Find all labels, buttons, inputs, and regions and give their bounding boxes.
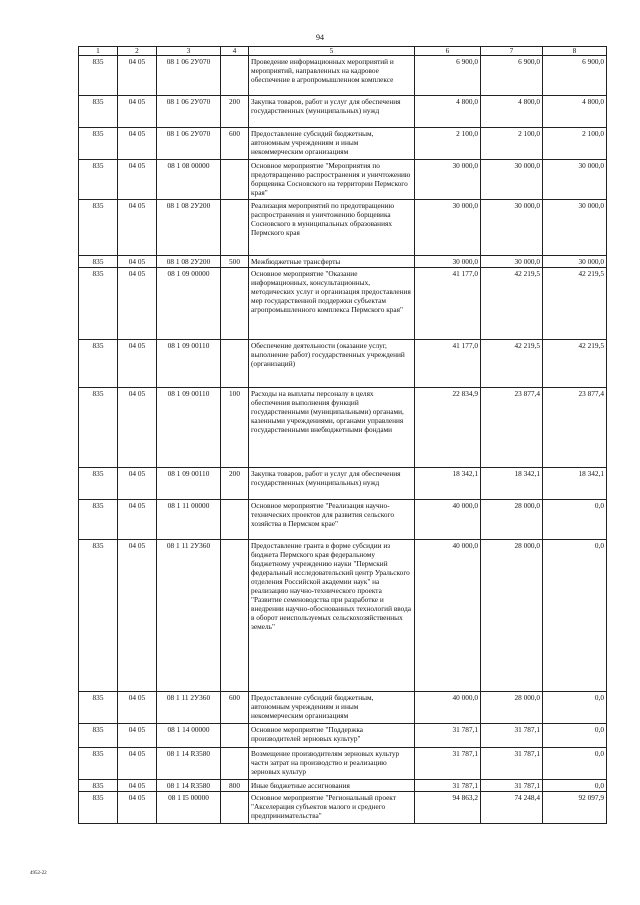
amount-year1-cell: 40 000,0 <box>415 500 481 540</box>
amount-year1-cell: 41 177,0 <box>415 268 481 340</box>
amount-year3-cell: 18 342,1 <box>543 468 607 500</box>
amount-year2-cell: 30 000,0 <box>481 256 543 268</box>
amount-year3-cell: 0,0 <box>543 540 607 692</box>
amount-year2-cell: 4 800,0 <box>481 96 543 128</box>
description-cell: Проведение информационных мероприятий и мероприятий, направленных на кадровое обеспечение в агропромышленном комплексе <box>249 56 415 96</box>
section-code-cell: 04 05 <box>118 256 157 268</box>
chapter-code-cell: 835 <box>79 468 118 500</box>
target-article-cell: 08 1 06 2У070 <box>157 96 221 128</box>
target-article-cell: 08 1 11 00000 <box>157 500 221 540</box>
expense-type-cell <box>221 792 249 824</box>
chapter-code-cell: 835 <box>79 200 118 256</box>
table-row <box>79 96 607 128</box>
amount-year3-cell: 23 877,4 <box>543 388 607 468</box>
amount-year3-cell: 0,0 <box>543 500 607 540</box>
amount-year3-cell: 2 100,0 <box>543 128 607 160</box>
target-article-cell: 08 1 06 2У070 <box>157 128 221 160</box>
chapter-code-cell: 835 <box>79 268 118 340</box>
section-code-cell: 04 05 <box>118 780 157 792</box>
target-article-cell: 08 1 09 00110 <box>157 340 221 388</box>
amount-year1-cell: 30 000,0 <box>415 160 481 200</box>
expense-type-cell: 600 <box>221 128 249 160</box>
chapter-code-cell: 835 <box>79 748 118 780</box>
target-article-cell: 08 1 14 R3580 <box>157 780 221 792</box>
expense-type-cell <box>221 200 249 256</box>
chapter-code-cell: 835 <box>79 500 118 540</box>
amount-year3-cell: 0,0 <box>543 692 607 724</box>
budget-table <box>78 46 607 824</box>
amount-year3-cell: 4 800,0 <box>543 96 607 128</box>
description-cell: Иные бюджетные ассигнования <box>249 780 415 792</box>
amount-year2-cell: 31 787,1 <box>481 780 543 792</box>
table-row <box>79 692 607 724</box>
amount-year2-cell: 23 877,4 <box>481 388 543 468</box>
amount-year1-cell: 31 787,1 <box>415 780 481 792</box>
amount-year2-cell: 31 787,1 <box>481 748 543 780</box>
target-article-cell: 08 1 11 2У360 <box>157 540 221 692</box>
header-cell: 8 <box>543 47 607 56</box>
amount-year3-cell: 0,0 <box>543 780 607 792</box>
chapter-code-cell: 835 <box>79 792 118 824</box>
target-article-cell: 08 1 08 2У200 <box>157 256 221 268</box>
target-article-cell: 08 1 14 R3580 <box>157 748 221 780</box>
table-row <box>79 724 607 748</box>
amount-year1-cell: 94 863,2 <box>415 792 481 824</box>
section-code-cell: 04 05 <box>118 692 157 724</box>
description-cell: Основное мероприятие "Региональный проект "Акселерация субъектов малого и среднего предпринимательства" <box>249 792 415 824</box>
target-article-cell: 08 1 08 00000 <box>157 160 221 200</box>
table-row <box>79 256 607 268</box>
target-article-cell: 08 1 09 00110 <box>157 388 221 468</box>
table-row <box>79 792 607 824</box>
table-row <box>79 468 607 500</box>
amount-year3-cell: 30 000,0 <box>543 256 607 268</box>
amount-year3-cell: 6 900,0 <box>543 56 607 96</box>
header-cell: 2 <box>118 47 157 56</box>
target-article-cell: 08 1 11 2У360 <box>157 692 221 724</box>
amount-year2-cell: 30 000,0 <box>481 200 543 256</box>
amount-year3-cell: 42 219,5 <box>543 268 607 340</box>
header-cell: 5 <box>249 47 415 56</box>
table-row <box>79 340 607 388</box>
description-cell: Предоставление субсидий бюджетным, автономным учреждениям и иным некоммерческим организациям <box>249 128 415 160</box>
description-cell: Предоставление гранта в форме субсидии из бюджета Пермского края федеральному бюджетному учреждению науки "Пермский федеральный исследовательский центр Уральского отделения Российской академии наук" на реализацию научно-технического проекта "Развитие семеноводства при разработке и внедрении научно-обоснованных технологий ввода в оборот неиспользуемых сельскохозяйственных земель" <box>249 540 415 692</box>
chapter-code-cell: 835 <box>79 340 118 388</box>
amount-year1-cell: 30 000,0 <box>415 256 481 268</box>
chapter-code-cell: 835 <box>79 56 118 96</box>
amount-year2-cell: 6 900,0 <box>481 56 543 96</box>
amount-year3-cell: 30 000,0 <box>543 200 607 256</box>
description-cell: Возмещение производителям зерновых культур части затрат на производство и реализацию зерновых культур <box>249 748 415 780</box>
table-header-row <box>79 47 607 56</box>
amount-year1-cell: 2 100,0 <box>415 128 481 160</box>
target-article-cell: 08 1 I5 00000 <box>157 792 221 824</box>
section-code-cell: 04 05 <box>118 792 157 824</box>
amount-year2-cell: 28 000,0 <box>481 540 543 692</box>
header-cell: 3 <box>157 47 221 56</box>
section-code-cell: 04 05 <box>118 748 157 780</box>
description-cell: Основное мероприятие "Оказание информационных, консультационных, методических услуг и организация предоставления мер государственной поддержки субъектам агропромышленного комплекса Пермского края" <box>249 268 415 340</box>
table-row <box>79 500 607 540</box>
chapter-code-cell: 835 <box>79 780 118 792</box>
description-cell: Межбюджетные трансферты <box>249 256 415 268</box>
amount-year1-cell: 4 800,0 <box>415 96 481 128</box>
section-code-cell: 04 05 <box>118 268 157 340</box>
expense-type-cell <box>221 500 249 540</box>
amount-year2-cell: 18 342,1 <box>481 468 543 500</box>
amount-year2-cell: 30 000,0 <box>481 160 543 200</box>
expense-type-cell <box>221 724 249 748</box>
description-cell: Основное мероприятие "Поддержка производителей зерновых культур" <box>249 724 415 748</box>
header-cell: 1 <box>79 47 118 56</box>
target-article-cell: 08 1 09 00000 <box>157 268 221 340</box>
amount-year3-cell: 30 000,0 <box>543 160 607 200</box>
section-code-cell: 04 05 <box>118 160 157 200</box>
expense-type-cell <box>221 56 249 96</box>
amount-year1-cell: 31 787,1 <box>415 748 481 780</box>
table-row <box>79 56 607 96</box>
table-row <box>79 200 607 256</box>
description-cell: Реализация мероприятий по предотвращению распространения и уничтожению борщевика Сосновского в муниципальных образованиях Пермского края <box>249 200 415 256</box>
amount-year2-cell: 28 000,0 <box>481 692 543 724</box>
table-row <box>79 128 607 160</box>
amount-year2-cell: 42 219,5 <box>481 340 543 388</box>
description-cell: Закупка товаров, работ и услуг для обеспечения государственных (муниципальных) нужд <box>249 468 415 500</box>
amount-year1-cell: 41 177,0 <box>415 340 481 388</box>
expense-type-cell: 100 <box>221 388 249 468</box>
expense-type-cell <box>221 748 249 780</box>
description-cell: Основное мероприятие "Мероприятия по предотвращению распространения и уничтожению борщевика Сосновского на территории Пермского края" <box>249 160 415 200</box>
amount-year3-cell: 0,0 <box>543 748 607 780</box>
section-code-cell: 04 05 <box>118 96 157 128</box>
table-row <box>79 268 607 340</box>
header-cell: 7 <box>481 47 543 56</box>
section-code-cell: 04 05 <box>118 56 157 96</box>
chapter-code-cell: 835 <box>79 540 118 692</box>
page-number: 94 <box>316 33 324 42</box>
table-row <box>79 388 607 468</box>
description-cell: Закупка товаров, работ и услуг для обеспечения государственных (муниципальных) нужд <box>249 96 415 128</box>
table-row <box>79 780 607 792</box>
amount-year1-cell: 40 000,0 <box>415 540 481 692</box>
amount-year1-cell: 31 787,1 <box>415 724 481 748</box>
target-article-cell: 08 1 06 2У070 <box>157 56 221 96</box>
chapter-code-cell: 835 <box>79 256 118 268</box>
amount-year2-cell: 74 248,4 <box>481 792 543 824</box>
chapter-code-cell: 835 <box>79 160 118 200</box>
expense-type-cell: 200 <box>221 96 249 128</box>
expense-type-cell: 500 <box>221 256 249 268</box>
amount-year2-cell: 28 000,0 <box>481 500 543 540</box>
document-code: 4952-22 <box>30 871 47 876</box>
expense-type-cell <box>221 340 249 388</box>
description-cell: Расходы на выплаты персоналу в целях обеспечения выполнения функций государственными (муниципальными) органами, казенными учреждениями, органами управления государственными внебюджетными фондами <box>249 388 415 468</box>
chapter-code-cell: 835 <box>79 724 118 748</box>
description-cell: Обеспечение деятельности (оказание услуг, выполнение работ) государственных учреждений (организаций) <box>249 340 415 388</box>
expense-type-cell: 600 <box>221 692 249 724</box>
chapter-code-cell: 835 <box>79 692 118 724</box>
description-cell: Предоставление субсидий бюджетным, автономным учреждениям и иным некоммерческим организациям <box>249 692 415 724</box>
section-code-cell: 04 05 <box>118 468 157 500</box>
chapter-code-cell: 835 <box>79 96 118 128</box>
expense-type-cell <box>221 160 249 200</box>
section-code-cell: 04 05 <box>118 540 157 692</box>
section-code-cell: 04 05 <box>118 128 157 160</box>
target-article-cell: 08 1 09 00110 <box>157 468 221 500</box>
section-code-cell: 04 05 <box>118 500 157 540</box>
amount-year3-cell: 92 097,9 <box>543 792 607 824</box>
expense-type-cell: 200 <box>221 468 249 500</box>
target-article-cell: 08 1 14 00000 <box>157 724 221 748</box>
header-cell: 4 <box>221 47 249 56</box>
section-code-cell: 04 05 <box>118 340 157 388</box>
amount-year2-cell: 31 787,1 <box>481 724 543 748</box>
amount-year3-cell: 42 219,5 <box>543 340 607 388</box>
expense-type-cell <box>221 540 249 692</box>
amount-year2-cell: 2 100,0 <box>481 128 543 160</box>
header-cell: 6 <box>415 47 481 56</box>
amount-year1-cell: 22 834,9 <box>415 388 481 468</box>
amount-year1-cell: 6 900,0 <box>415 56 481 96</box>
chapter-code-cell: 835 <box>79 388 118 468</box>
target-article-cell: 08 1 08 2У200 <box>157 200 221 256</box>
section-code-cell: 04 05 <box>118 200 157 256</box>
section-code-cell: 04 05 <box>118 388 157 468</box>
amount-year1-cell: 30 000,0 <box>415 200 481 256</box>
description-cell: Основное мероприятие "Реализация научно-технических проектов для развития сельского хозяйства в Пермском крае" <box>249 500 415 540</box>
expense-type-cell: 800 <box>221 780 249 792</box>
table-row <box>79 160 607 200</box>
table-row <box>79 540 607 692</box>
section-code-cell: 04 05 <box>118 724 157 748</box>
expense-type-cell <box>221 268 249 340</box>
amount-year1-cell: 18 342,1 <box>415 468 481 500</box>
table-row <box>79 748 607 780</box>
amount-year2-cell: 42 219,5 <box>481 268 543 340</box>
chapter-code-cell: 835 <box>79 128 118 160</box>
amount-year1-cell: 40 000,0 <box>415 692 481 724</box>
amount-year3-cell: 0,0 <box>543 724 607 748</box>
